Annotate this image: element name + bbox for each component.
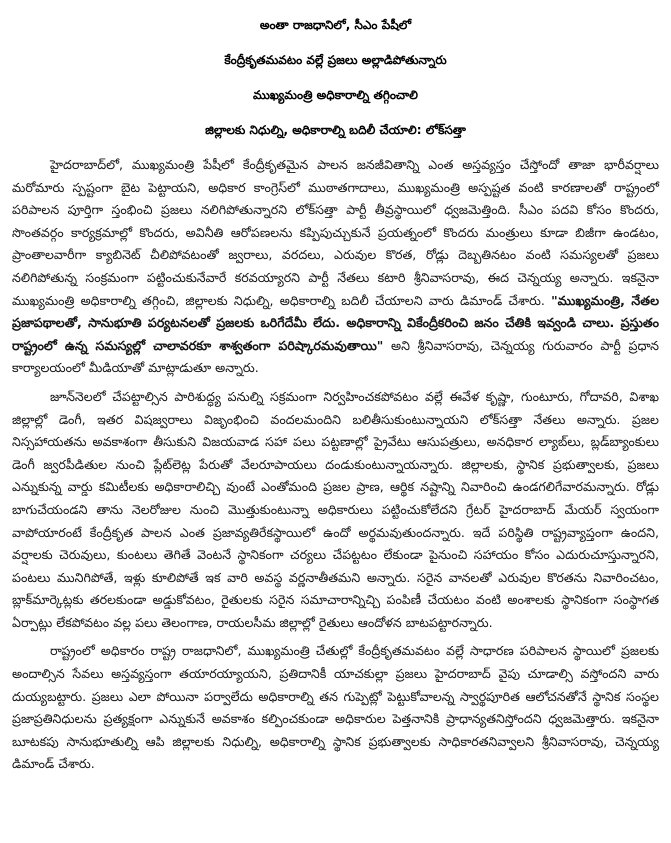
- article-paragraph-3: రాష్ట్రంలో అధికారం రాష్ట్ర రాజధానిలో, ముఖ్యమంత్రి చేతుల్లో కేంద్రీకృతమవటం వల్లే సాధారణ పరిపాలన స్థాయిలో ప్రజలకు అందాల్సిన సేవలు అస్తవ్యస్తంగా తయారయ్యాయని, ప్రతిదానికీ యాచకుల్లా ప్రజలు హైదరాబాద్ వైపు చూడాల్సి వస్తోందని వారు దుయ్యబట్టారు. ప్రజలు ఎలా పోయినా పర్వాలేదు అధికారాల్ని తన గుప్పెట్లో పెట్టుకోవాలన్న స్వార్థపూరిత ఆలోచనతోనే స్థానిక సంస్థల ప్రజాప్రతినిధులను ప్రత్యక్షంగా ఎన్నుకునే అవకాశం కల్పించకుండా అధికారుల పెత్తనానికి ప్రాధాన్యతనిస్తోందని ధ్వజమెత్తారు. ఇకనైనా బూటకపు సానుభూతుల్ని ఆపి జిల్లాలకు నిధుల్ని, అధికారాల్ని స్థానిక ప్రభుత్వాలకు సాధికారతనివ్వాలని శ్రీనివాసరావు, చెన్నయ్య డిమాండ్ చేశారు.: [12, 643, 659, 772]
- article-paragraph-2: జూన్‌నెలలో చేపట్టాల్సిన పారిశుద్ధ్య పనుల్ని సక్రమంగా నిర్వహించకపోవటం వల్లే ఈవేళ కృష్ణా, గుంటూరు, గోదావరి, విశాఖ జిల్లాల్లో డెంగీ, ఇతర విషజ్వరాలు విజృంభించి వందలమందిని బలితీసుకుంటున్నాయని లోక్‌సత్తా నేతలు అన్నారు. ప్రజల నిస్సహాయతను అవకాశంగా తీసుకుని విజయవాడ సహా పలు పట్టణాల్లో ప్రైవేటు ఆసుపత్రులు, అనధికార ల్యాబ్‌లు, బ్లడ్‌బ్యాంకులు డెంగీ జ్వరపీడితుల నుంచి ప్లేట్‌లెట్ల పేరుతో వేలరూపాయలు దండుకుంటున్నాయన్నారు. జిల్లాలకు, స్థానిక ప్రభుత్వాలకు, ప్రజలు ఎన్నుకున్న వార్డు కమిటీలకు అధికారాలిచ్చి వుంటే ఎంతోమంది ప్రజల ప్రాణ, ఆర్థిక నష్టాన్ని నివారించి ఉండగలిగేవారమన్నారు. రోడ్లు బాగుచేయండని తాను నెలరోజుల నుంచి మొత్తుకుంటున్నా అధికారులు పట్టించుకోలేదని గ్రేటర్ హైదరాబాద్ మేయర్ స్వయంగా వాపోయారంటే కేంద్రీకృత పాలన ఎంత ప్రజావ్యతిరేకస్థాయిలో ఉందో అర్థమవుతుందన్నారు. ఇదే పరిస్థితి రాష్ట్రవ్యాప్తంగా ఉందని, వర్షాలకు చెరువులు, కుంటలు తెగితే వెంటనే స్థానికంగా చర్యలు చేపట్టటం లేకుండా పైనుంచి సహాయం కోసం ఎదురుచూస్తున్నారని, పంటలు మునిగిపోతే, ఇళ్లు కూలిపోతే ఇక వారి అవస్థ వర్ణనాతీతమని అన్నారు. సరైన వానలతో ఎరువుల కొరతను నివారించటం, బ్లాక్‌మార్కెట్లకు తరలకుండా అడ్డుకోవటం, రైతులకు సరైన సమాచారాన్నిచ్చి పంపిణీ చేయటం వంటి అంశాలకు స్థానికంగా సంస్థాగత ఏర్పాట్లు లేకపోవటం వల్ల పలు తెలంగాణ, రాయలసీమ జిల్లాల్లో రైతులు ఆందోళన బాటపట్టారన్నారు.: [12, 388, 659, 630]
- paragraph-1-text: హైదరాబాద్‌లో, ముఖ్యమంత్రి పేషీలో కేంద్రీకృతమైన పాలన జనజీవితాన్ని ఎంత అస్తవ్యస్తం చేస్తోందో తాజా భారీవర్షాలు మరోమారు స్పష్టంగా బైట పెట్టాయని, అధికార కాంగ్రెస్‌లో ముఠాతగాదాలు, ముఖ్యమంత్రి అస్పష్టత వంటి కారణాలతో రాష్ట్రంలో పరిపాలన పూర్తిగా స్తంభించి ప్రజలు నలిగిపోతున్నారని లోక్‌సత్తా పార్టీ తీవ్రస్థాయిలో ధ్వజమెత్తింది. సీఎం పదవి కోసం కొందరు, సొంతవర్గం కార్యక్రమాల్లో కొందరు, అవినీతి ఆరోపణలను కప్పిపుచ్చుకునే ప్రయత్నంలో కొందరు మంత్రులు కూడా బిజీగా ఉండటం, ప్రాంతాలవారీగా క్యాబినెట్ చీలిపోవటంతో జ్వరాలు, వరదలు, ఎరువుల కొరత, రోడ్లు దెబ్బతినటం వంటి సమస్యలతో ప్రజలు నలిగిపోతున్న సంక్రమంగా పట్టించుకునేవారే కరవయ్యారని పార్టీ నేతలు కటారి శ్రీనివాసరావు, ఈద చెన్నయ్య అన్నారు. ఇకనైనా ముఖ్యమంత్రి అధికారాల్ని తగ్గించి, జిల్లాలకు నిధుల్ని, అధికారాల్ని బదిలీ చేయాలని వారు డిమాండ్ చేశారు.: [12, 157, 659, 308]
- headline-line-2: కేంద్రీకృతమవటం వల్లే ప్రజలు అల్లాడిపోతున్నారు: [224, 53, 447, 67]
- headline-line-3: ముఖ్యమంత్రి అధికారాల్ని తగ్గించాలి: [253, 88, 418, 102]
- article-paragraph-1: [12, 154, 659, 380]
- article-body: [12, 154, 659, 776]
- headline-line-4: జిల్లాలకు నిధుల్ని, అధికారాల్ని బదిలీ చేయాలి: లోక్‌సత్తా: [205, 123, 466, 137]
- paragraph-1-quote: "ముఖ్యమంత్రి, నేతల ప్రజాపథాలతో, సానుభూతి పర్యటనలతో ప్రజలకు ఒరిగేదేమీ లేదు. అధికారాన్ని వికేంద్రీకరించి జనం చేతికి ఇవ్వండి చాలు. ప్రస్తుతం రాష్ట్రంలో ఉన్న సమస్యల్లో చాలావరకూ శాశ్వతంగా పరిష్కారమవుతాయి": [12, 292, 659, 353]
- headline-line-1: అంతా రాజధానిలో, సీఎం పేషీలో: [259, 18, 412, 32]
- paragraph-1-attribution: అని శ్రీనివాసరావు, చెన్నయ్య గురువారం పార్టీ ప్రధాన కార్యాలయంలో మీడియాతో మాట్లాడుతూ అన్నారు.: [12, 337, 659, 376]
- headline-block: [12, 8, 659, 148]
